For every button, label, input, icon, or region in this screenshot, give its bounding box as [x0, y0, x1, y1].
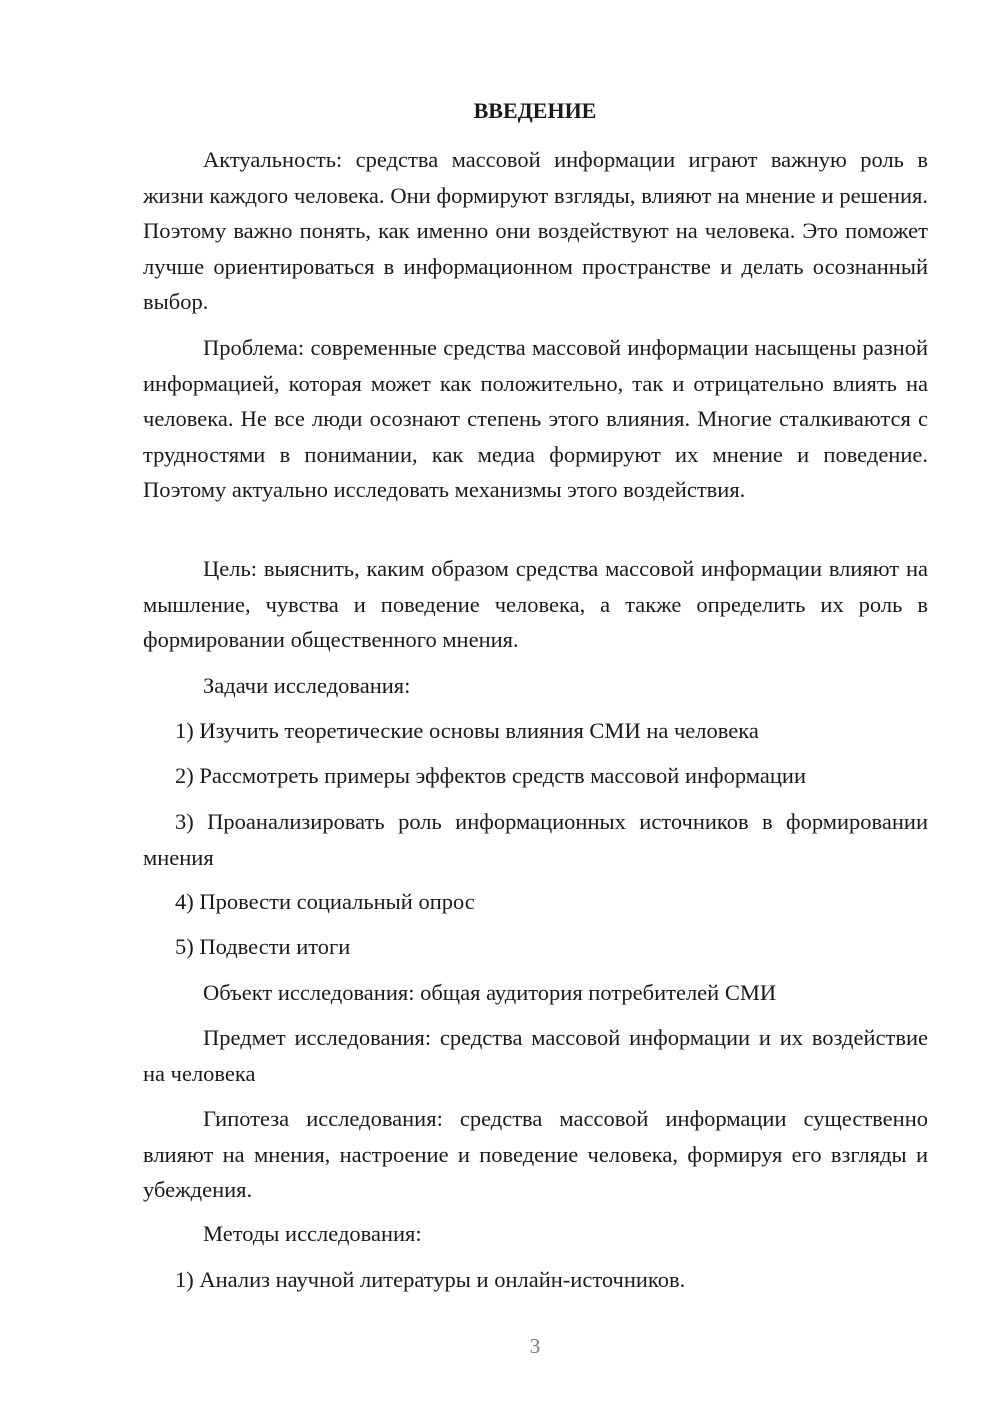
section-heading: ВВЕДЕНИЕ: [473, 98, 597, 123]
tasks-heading: Задачи исследования:: [203, 673, 411, 698]
methods-heading: Методы исследования:: [203, 1221, 422, 1246]
task-item: 1) Изучить теоретические основы влияния СМИ на человека: [175, 718, 759, 743]
task-item: 4) Провести социальный опрос: [175, 889, 475, 914]
goal-paragraph: Цель: выяснить, каким образом средства массовой информации влияют на мышление, чувства и поведение человека, а также определить их роль в формировании общественного мнения.: [143, 556, 928, 652]
task-item: 5) Подвести итоги: [175, 934, 351, 959]
page-number: 3: [529, 1334, 541, 1358]
task-item: 3) Проанализировать роль информационных источников в формировании мнения: [143, 809, 928, 870]
method-item: 1) Анализ научной литературы и онлайн-источников.: [175, 1267, 686, 1292]
object-paragraph: Объект исследования: общая аудитория потребителей СМИ: [203, 980, 777, 1005]
task-item: 2) Рассмотреть примеры эффектов средств массовой информации: [175, 763, 806, 788]
relevance-paragraph: Актуальность: средства массовой информации играют важную роль в жизни каждого человека. Они формируют взгляды, влияют на мнение и решения. Поэтому важно понять, как именно они воздействуют на человека. Это поможет лучше ориентироваться в информационном пространстве и делать осознанный выбор.: [143, 147, 928, 314]
problem-paragraph: Проблема: современные средства массовой информации насыщены разной информацией, которая может как положительно, так и отрицательно влиять на человека. Не все люди осознают степень этого влияния. Многие сталкиваются с трудностями в понимании, как медиа формируют их мнение и поведение. Поэтому актуально исследовать механизмы этого воздействия.: [143, 335, 928, 502]
subject-paragraph: Предмет исследования: средства массовой информации и их воздействие на человека: [143, 1025, 928, 1086]
hypothesis-paragraph: Гипотеза исследования: средства массовой информации существенно влияют на мнения, настроение и поведение человека, формируя его взгляды и убеждения.: [143, 1106, 928, 1202]
